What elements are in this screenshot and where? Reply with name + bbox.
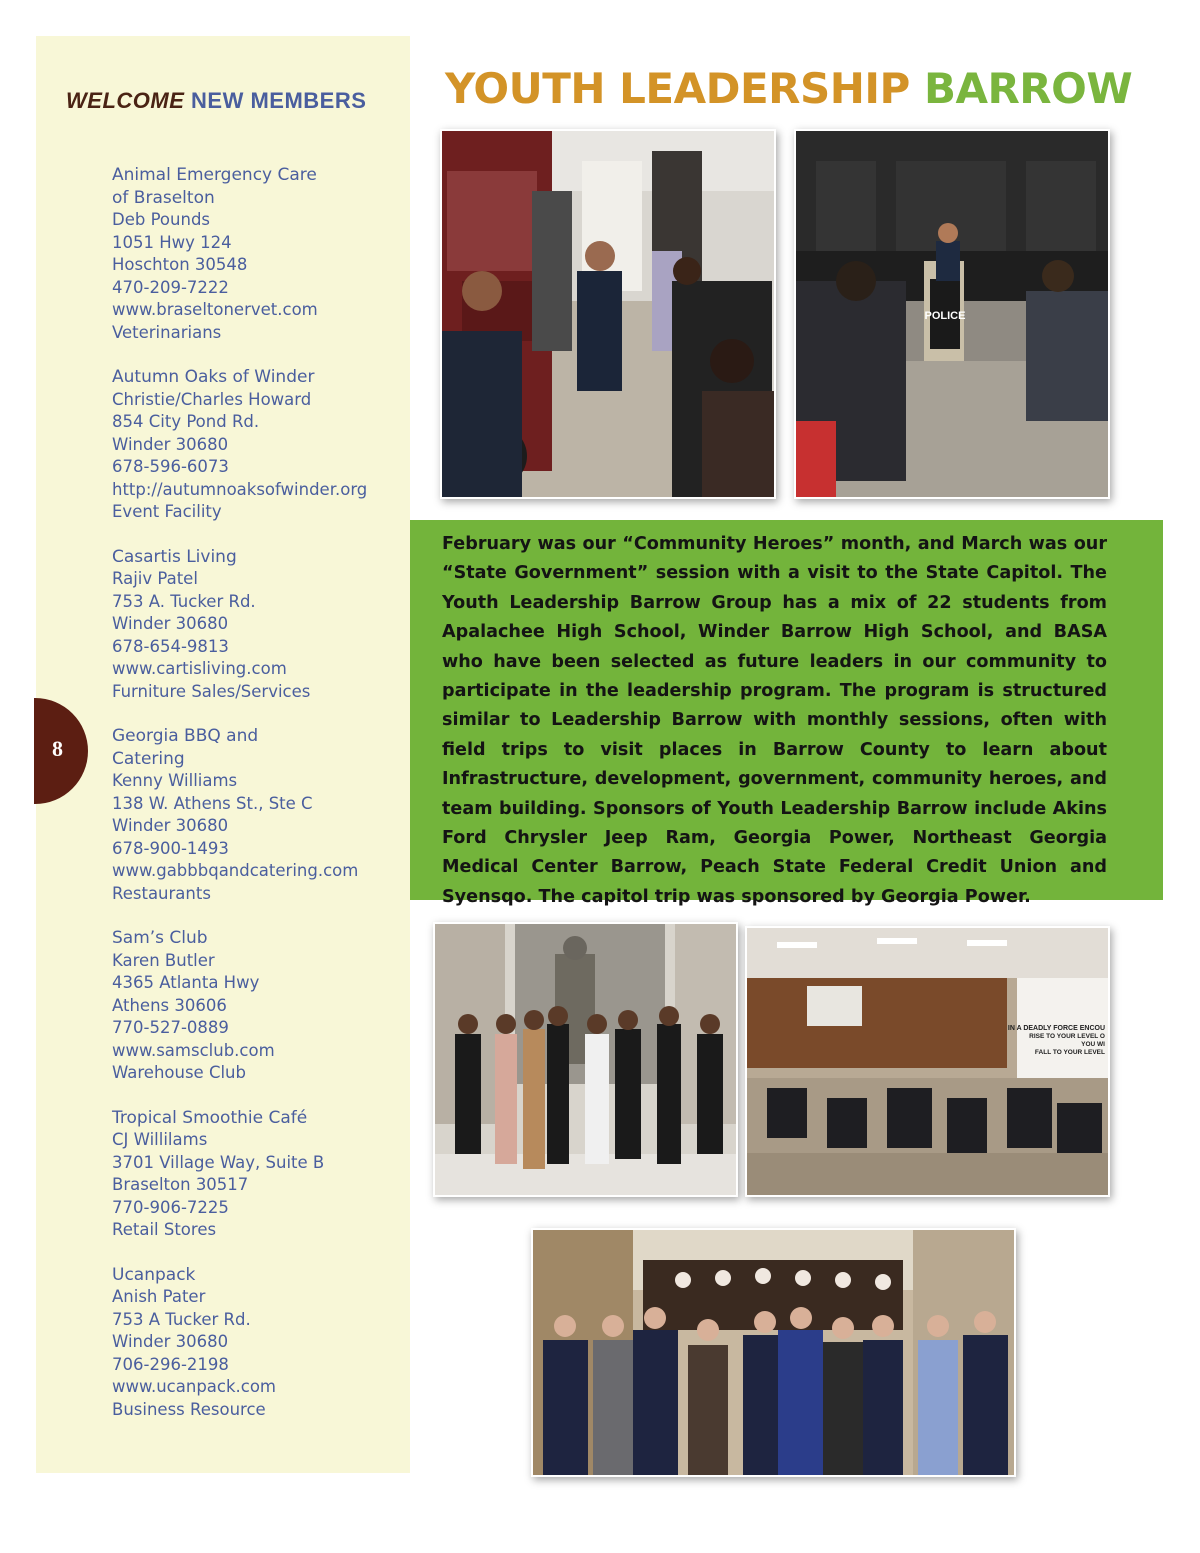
member-contact: Anish Pater (112, 1287, 206, 1306)
member-phone: 678-596-6073 (112, 457, 229, 476)
wall-text-line-3: YOU WI (1081, 1041, 1105, 1048)
member-address: 854 City Pond Rd. (112, 412, 260, 431)
member-phone: 770-527-0889 (112, 1018, 229, 1037)
member-phone: 470-209-7222 (112, 277, 229, 297)
member-website[interactable]: www.cartisliving.com (112, 659, 287, 678)
wall-text-line-1: IN A DEADLY FORCE ENCOU (1007, 1025, 1105, 1032)
member-phone: 770-906-7225 (112, 1197, 229, 1217)
member-website[interactable]: www.ucanpack.com (112, 1377, 277, 1396)
member-name (112, 164, 402, 209)
member-name (112, 546, 402, 569)
page-title (445, 64, 1132, 113)
member-city: Winder 30680 (112, 434, 229, 454)
welcome-heading (66, 88, 366, 114)
member-entry (112, 1107, 402, 1242)
member-address: 4365 Atlanta Hwy (112, 973, 260, 992)
member-name-line: Tropical Smoothie Café (112, 1107, 308, 1128)
member-phone: 678-900-1493 (112, 838, 229, 858)
member-phone: 678-654-9813 (112, 636, 229, 656)
photo-fire-station (440, 129, 776, 499)
member-name-line: Ucanpack (112, 1264, 196, 1285)
photo-capitol-group (531, 1228, 1016, 1477)
member-city: Winder 30680 (112, 816, 229, 835)
member-city: Athens 30606 (112, 995, 227, 1015)
member-category: Event Facility (112, 502, 222, 521)
member-name (112, 725, 402, 770)
member-contact: Christie/Charles Howard (112, 389, 312, 409)
member-city: Winder 30680 (112, 1332, 229, 1351)
member-name-line: Georgia BBQ and (112, 726, 259, 746)
police-sign-text: POLICE (924, 310, 966, 322)
member-contact: CJ Willilams (112, 1130, 208, 1149)
member-entry (112, 164, 402, 344)
member-category: Business Resource (112, 1399, 266, 1419)
wall-text-line-4: FALL TO YOUR LEVEL (1034, 1049, 1105, 1056)
member-phone: 706-296-2198 (112, 1354, 229, 1374)
member-address: 753 A. Tucker Rd. (112, 591, 256, 611)
statue-group-image (435, 924, 736, 1195)
member-address: 3701 Village Way, Suite B (112, 1152, 325, 1172)
member-name-line: Autumn Oaks of Winder (112, 367, 315, 387)
member-address: 753 A Tucker Rd. (112, 1309, 251, 1329)
article-body: February was our “Community Heroes” month, and March was our “State Government” session with a visit to the State Capitol. The Youth Leadership Barrow Group has a mix of 22 students from Apalachee High School, Winder Barrow High School, and BASA who have been selected as future leaders in our community to participate in the leadership program. The program is structured similar to Leadership Barrow with monthly sessions, often with field trips to visit places in Barrow County to learn about Infrastructure, development, government, community heroes, and team building. Sponsors of Youth Leadership Barrow include Akins Ford Chrysler Jeep Ram, Georgia Power, Northeast Georgia Medical Center Barrow, Peach State Federal Credit Union and Syensqo. The capitol trip was sponsored by Georgia Power. (442, 534, 1107, 907)
member-entry (112, 366, 402, 524)
member-website[interactable]: www.gabbbqandcatering.com (112, 861, 359, 880)
member-contact: Deb Pounds (112, 210, 211, 229)
member-city: Braselton 30517 (112, 1175, 249, 1194)
member-list (112, 164, 402, 1443)
member-website[interactable]: http://autumnoaksofwinder.org (112, 479, 368, 499)
page-number: 8 (52, 736, 63, 761)
wall-text-line-2: RISE TO YOUR LEVEL O (1029, 1033, 1105, 1040)
member-name (112, 366, 402, 389)
member-name-line: Sam’s Club (112, 928, 208, 948)
member-city: Hoschton 30548 (112, 255, 248, 274)
title-part-green: BARROW (923, 64, 1133, 113)
article-box (410, 520, 1163, 907)
member-website[interactable]: www.braseltonervet.com (112, 300, 318, 319)
photo-courtroom-police (794, 129, 1110, 499)
police-presentation-image (796, 131, 1108, 497)
member-contact: Rajiv Patel (112, 569, 198, 588)
member-name-line: Animal Emergency Care (112, 165, 317, 185)
member-address: 138 W. Athens St., Ste C (112, 793, 313, 813)
new-members-word: NEW MEMBERS (191, 88, 367, 113)
member-entry (112, 546, 402, 704)
lecture-hall-image (747, 928, 1108, 1195)
welcome-word: WELCOME (66, 88, 185, 113)
member-entry (112, 927, 402, 1085)
photo-statue-group (433, 922, 738, 1197)
member-category: Veterinarians (112, 322, 222, 342)
member-city: Winder 30680 (112, 614, 229, 633)
member-contact: Karen Butler (112, 950, 215, 970)
member-name-line: Casartis Living (112, 546, 237, 567)
photo-lecture-hall (745, 926, 1110, 1197)
member-name (112, 1107, 402, 1130)
member-category: Restaurants (112, 883, 211, 903)
capitol-group-image (533, 1230, 1014, 1475)
member-category: Furniture Sales/Services (112, 681, 311, 701)
title-part-gold: YOUTH LEADERSHIP (445, 64, 910, 113)
member-name-line: of Braselton (112, 187, 215, 208)
member-contact: Kenny Williams (112, 771, 238, 790)
member-website[interactable]: www.samsclub.com (112, 1040, 275, 1060)
member-category: Retail Stores (112, 1220, 217, 1239)
member-name (112, 927, 402, 950)
member-name (112, 1264, 402, 1287)
member-name-line: Catering (112, 748, 185, 769)
member-address: 1051 Hwy 124 (112, 232, 232, 252)
member-entry (112, 1264, 402, 1422)
member-category: Warehouse Club (112, 1063, 246, 1082)
member-entry (112, 725, 402, 905)
fire-station-image (442, 131, 774, 497)
